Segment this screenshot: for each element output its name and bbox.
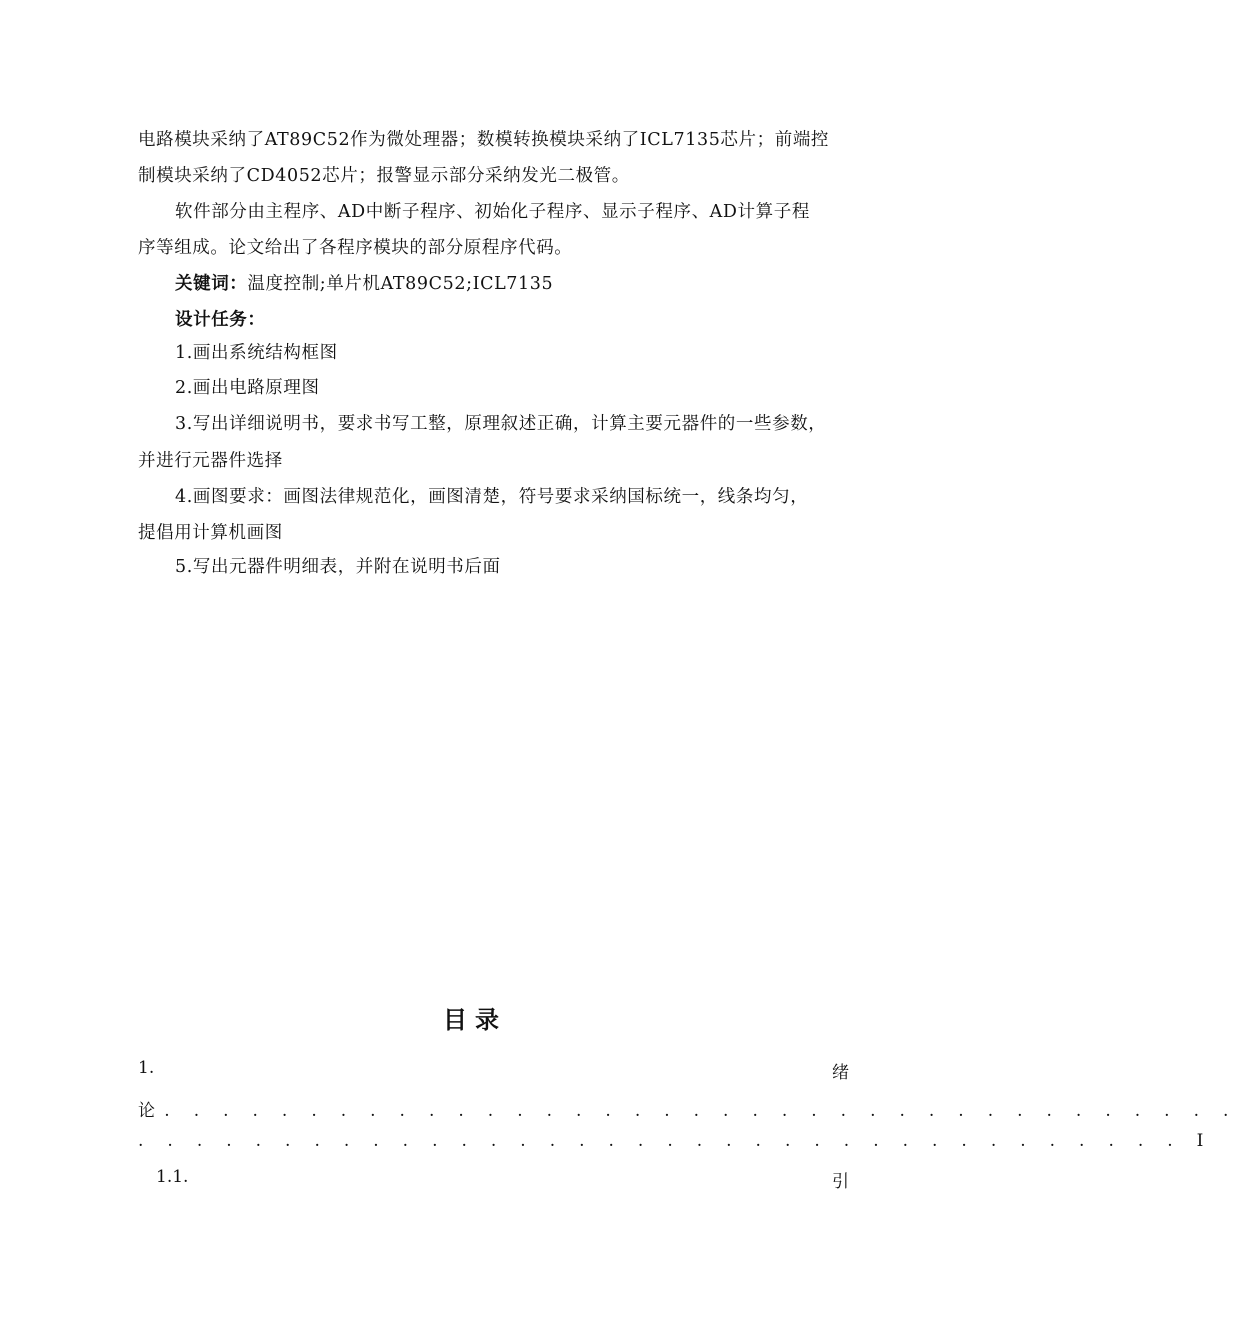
paragraph-software-line-1: 软件部分由主程序、AD中断子程序、初始化子程序、显示子程序、AD计算子程 [175,202,810,222]
keywords-value: 温度控制;单片机AT89C52;ICL7135 [247,274,554,294]
paragraph-hardware-line-1: 电路模块采纳了AT89C52作为微处理器；数模转换模块采纳了ICL7135芯片；前端控 [138,130,830,150]
design-task-label: 设计任务： [175,310,266,330]
toc-title: 目录 [443,1005,507,1034]
toc-entry-2-number: 1.1. [156,1167,189,1187]
toc-entry-2-title-start: 引 [832,1172,849,1192]
task-item-1: 1.画出系统结构框图 [175,343,338,363]
task-item-2: 2.画出电路原理图 [175,378,320,398]
task-item-5: 5.写出元器件明细表，并附在说明书后面 [175,557,501,577]
task-item-4-line-1: 4.画图要求：画图法律规范化，画图清楚，符号要求采纳国标统一，线条均匀， [175,487,809,507]
paragraph-hardware-line-2: 制模块采纳了CD4052芯片；报警显示部分采纳发光二极管。 [138,166,630,186]
task-item-3-line-2: 并进行元器件选择 [138,451,283,471]
toc-entry-1-title-start: 绪 [832,1063,849,1083]
paragraph-software-line-2: 序等组成。论文给出了各程序模块的部分原程序代码。 [138,238,573,258]
keywords-label: 关键词： [175,274,248,294]
task-item-4-line-2: 提倡用计算机画图 [138,523,283,543]
toc-entry-1-number: 1. [138,1058,155,1078]
toc-entry-1-leader-line-2: . . . . . . . . . . . . . . . . . . . . . . . . . . . . . . . . . . . . I [138,1131,1213,1151]
toc-entry-1-leader-line-1: 论. . . . . . . . . . . . . . . . . . . . . . . . . . . . . . . . . . . . . [138,1101,1238,1121]
task-item-3-line-1: 3.写出详细说明书，要求书写工整，原理叙述正确，计算主要元器件的一些参数， [175,414,827,434]
keywords-line [175,270,553,295]
